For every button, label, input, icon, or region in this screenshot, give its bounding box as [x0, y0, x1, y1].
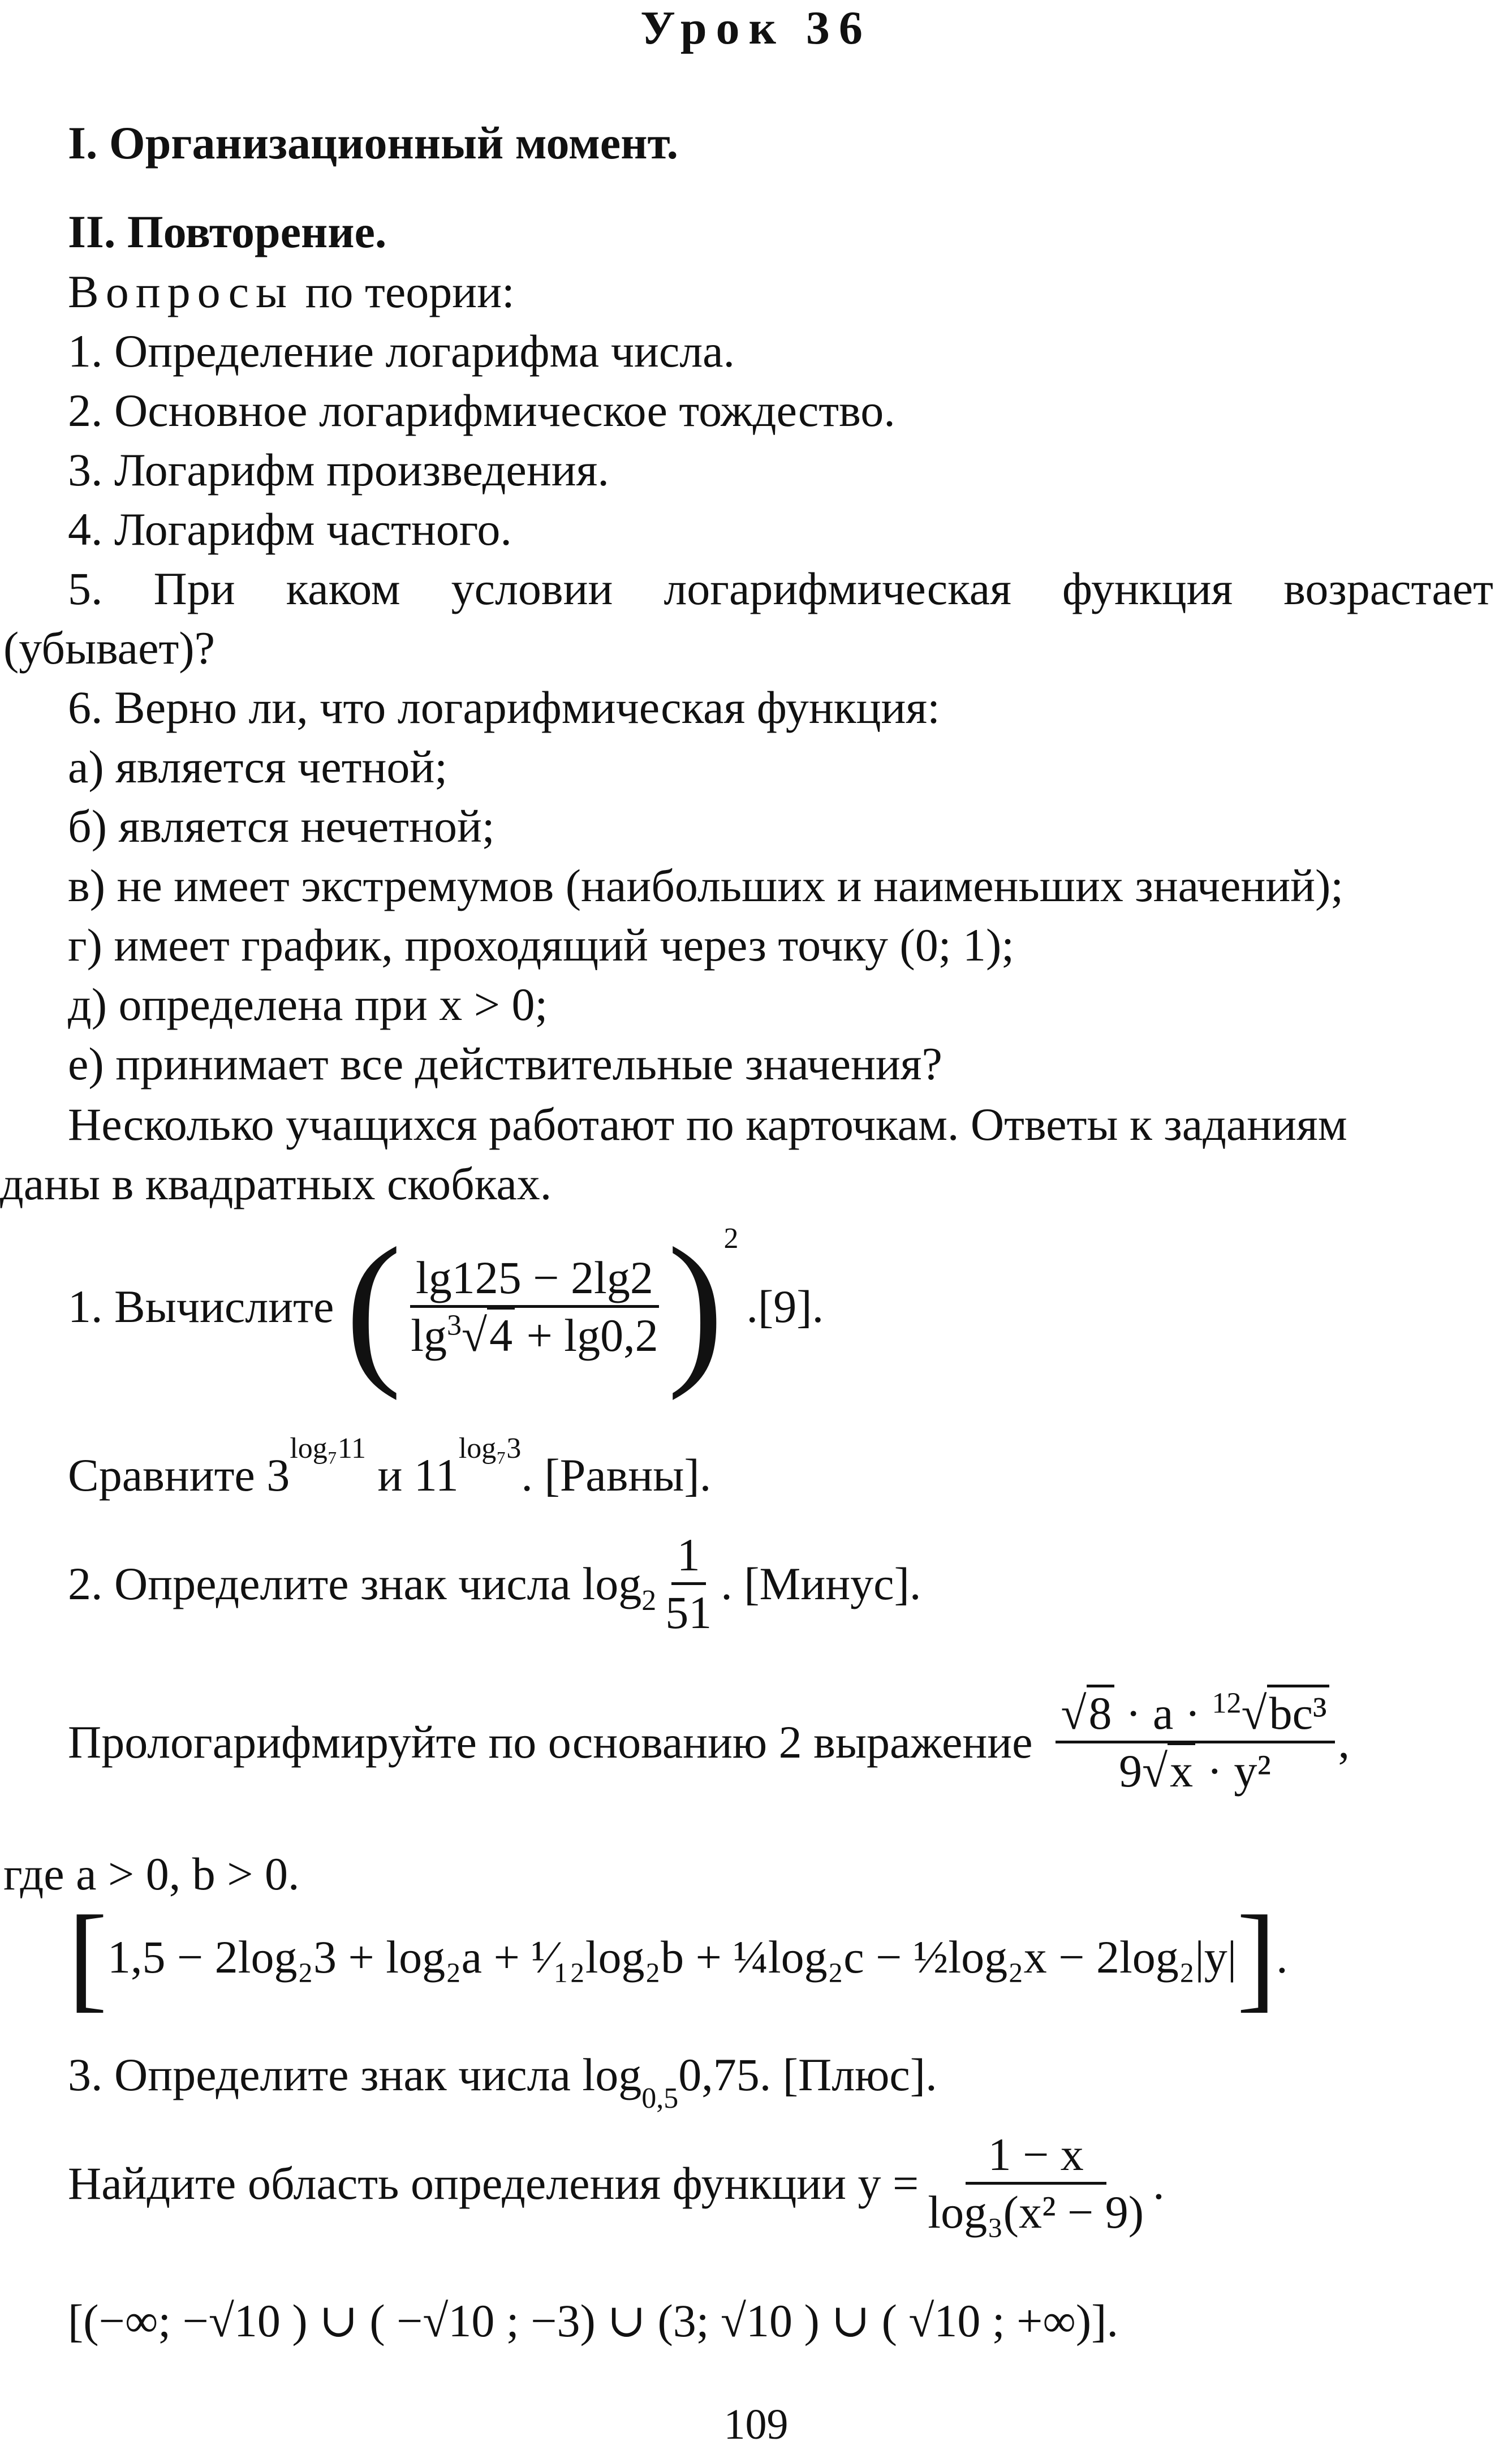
- question-5-cont: (убывает)?: [3, 622, 216, 674]
- task-1-numerator: lg125 − 2lg2: [410, 1254, 659, 1307]
- option-d: д) определена при x > 0;: [68, 979, 548, 1030]
- compare-task: [68, 1432, 712, 1503]
- logarithmize-condition: где a > 0, b > 0.: [3, 1848, 300, 1900]
- den-tail: + lg0,2: [515, 1309, 658, 1361]
- task-3-text: 3. Определите знак числа log: [68, 2049, 642, 2100]
- root-index: 3: [447, 1309, 462, 1342]
- cards-intro-line2: даны в квадратных скобках.: [0, 1158, 552, 1209]
- expression-denominator: 9√x · y²: [1113, 1743, 1277, 1795]
- option-e: е) принимает все действительные значения?: [68, 1038, 942, 1090]
- question-1: 1. Определение логарифма числа.: [68, 325, 735, 377]
- num-root-index: 12: [1212, 1687, 1242, 1720]
- domain-fraction: [922, 2130, 1149, 2236]
- task-1-answer: .[9].: [746, 1280, 824, 1332]
- domain-denominator: log₃(x² − 9): [928, 2186, 1144, 2238]
- question-6: 6. Верно ли, что логарифмическая функция:: [68, 682, 940, 733]
- num-radicand: bc³: [1267, 1685, 1329, 1739]
- logarithmize-answer-text: 1,5 − 2log₂3 + log₂a + ¹⁄₁₂log₂b + ¼log₂c − ½log₂x − 2log₂|y|: [107, 1931, 1237, 1983]
- task-2-fraction: [660, 1531, 717, 1637]
- task-1-denominator: $\lg^3√4 + \lg 0,2$: [405, 1308, 664, 1360]
- compare-exp-1: log₇11: [290, 1432, 366, 1465]
- task-2-text: 2. Определите знак числа log: [68, 1557, 642, 1609]
- logarithmize-task: [68, 1669, 1350, 1816]
- expression-fraction: [1056, 1689, 1335, 1795]
- option-g: г) имеет график, проходящий через точку (0; 1);: [68, 919, 1015, 971]
- task-3: [68, 2048, 937, 2115]
- task-2: 2. Определите знак числа log $_2$ $\frac{1}{51}$ . [Минус].: [68, 1529, 921, 1638]
- question-5: 5. При каком условии логарифмическая функция возрастает: [68, 563, 1493, 614]
- compare-exp-2: log₇3: [458, 1432, 522, 1465]
- cards-intro-line1: Несколько учащихся работают по карточкам. Ответы к заданиям: [68, 1099, 1347, 1150]
- domain-tail: .: [1153, 2157, 1165, 2209]
- domain-task: [68, 2110, 1165, 2257]
- section-organizational: I. Организационный момент.: [68, 117, 679, 169]
- theory-suffix: по теории:: [294, 266, 515, 317]
- compare-answer: . [Равны].: [521, 1449, 712, 1501]
- compare-mid: и 11: [365, 1449, 459, 1501]
- den-post: · y²: [1195, 1745, 1271, 1797]
- logarithmize-answer: [ 1,5 − 2log₂3 + log₂a + ¹⁄₁₂log₂b + ¼log₂c − ½log₂x − 2log₂|y| ] .: [68, 1892, 1288, 2023]
- domain-task-text: Найдите область определения функции y =: [68, 2157, 919, 2209]
- question-4: 4. Логарифм частного.: [68, 503, 512, 555]
- section-repetition: II. Повторение.: [68, 206, 387, 257]
- left-bracket: [: [68, 1892, 107, 2023]
- lg-text: lg: [411, 1309, 447, 1361]
- task-3-base: 0,5: [641, 2082, 679, 2115]
- task-2-denominator: 51: [665, 1586, 712, 1638]
- domain-numerator: 1 − x: [966, 2130, 1106, 2184]
- task-1-label: 1. Вычислите: [68, 1280, 334, 1332]
- question-3: 3. Логарифм произведения.: [68, 444, 609, 496]
- right-paren: ): [667, 1213, 724, 1401]
- task-3-value: 0,75. [Плюс].: [678, 2049, 937, 2100]
- option-v: в) не имеет экстремумов (наибольших и наименьших значений);: [68, 860, 1344, 911]
- expression-numerator: √8 · a · $^{12}$√bc³: [1056, 1689, 1335, 1743]
- task-2-numerator: 1: [671, 1531, 706, 1584]
- option-b: б) является нечетной;: [68, 800, 495, 852]
- option-a: а) является четной;: [68, 741, 448, 793]
- compare-text: Сравните 3: [68, 1449, 290, 1501]
- den-root: x: [1168, 1742, 1195, 1797]
- theory-heading: [68, 265, 515, 320]
- page-number: 109: [723, 2401, 789, 2448]
- logarithmize-text: Прологарифмируйте по основанию 2 выражение: [68, 1716, 1033, 1768]
- expression-tail: ,: [1338, 1716, 1350, 1768]
- left-paren: (: [345, 1213, 402, 1401]
- question-2: 2. Основное логарифмическое тождество.: [68, 385, 895, 436]
- task-1-fraction: [405, 1254, 664, 1359]
- radicand: 4: [487, 1307, 515, 1361]
- right-bracket: ]: [1237, 1892, 1277, 2023]
- den-pre: 9: [1119, 1745, 1143, 1797]
- domain-answer: [(−∞; −√10 ) ∪ ( −√10 ; −3) ∪ (3; √10 ) ∪ ( √10 ; +∞)].: [68, 2295, 1118, 2346]
- num-root: 8: [1087, 1685, 1114, 1739]
- page-title: Урок 36: [640, 2, 872, 54]
- task-1: 1. Вычислите ( $\frac{\lg 125 - 2\lg 2}{\lg^3√4 + \lg 0,2}$ ) $^2$ .[9].: [68, 1213, 824, 1401]
- theory-label: Вопросы: [68, 266, 294, 317]
- num-mid: · a ·: [1114, 1687, 1212, 1739]
- task-2-answer: . [Минус].: [721, 1557, 921, 1609]
